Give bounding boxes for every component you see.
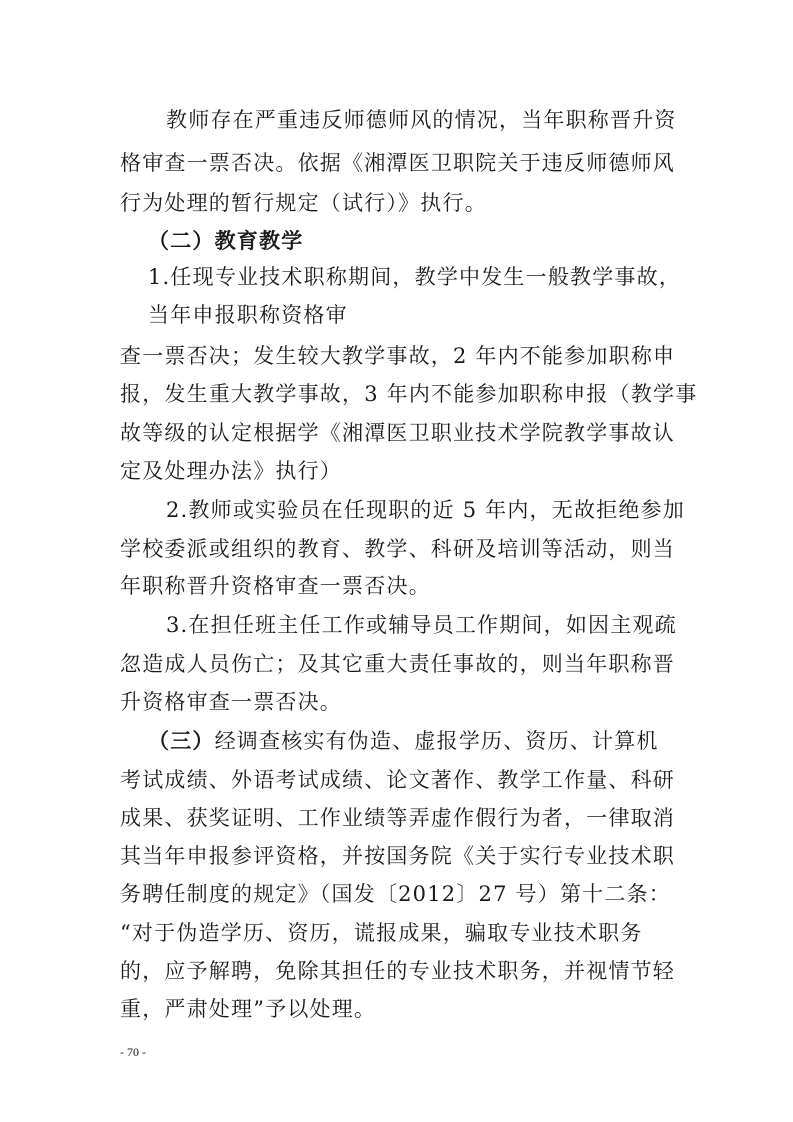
paragraph-line: 忽造成人员伤亡；及其它重大责任事故的，则当年职称晋: [120, 652, 675, 676]
paragraph-line: 年职称晋升资格审查一票否决。: [120, 574, 431, 598]
paragraph-line: 1.任现专业技术职称期间，教学中发生一般教学事故，: [148, 265, 682, 289]
section-heading: （二）教育教学: [148, 229, 304, 253]
paragraph-line: 格审查一票否决。依据《湘潭医卫职院关于违反师德师风: [120, 151, 675, 175]
paragraph-line: 2.教师或实验员在任现职的近 5 年内，无故拒绝参加: [166, 498, 685, 522]
paragraph-line-section3: [148, 728, 659, 754]
section-text: 经调查核实有伪造、虚报学历、资历、计算机: [214, 729, 659, 753]
paragraph-line: 行为处理的暂行规定（试行）》执行。: [120, 191, 487, 215]
paragraph-line: 成果、获奖证明、工作业绩等弄虚作假行为者，一律取消: [120, 806, 675, 830]
paragraph-line: 考试成绩、外语考试成绩、论文著作、教学工作量、科研: [120, 768, 675, 792]
paragraph-line: 报，发生重大教学事故，3 年内不能参加职称申报（教学事: [120, 382, 698, 406]
paragraph-line: 重，严肃处理”予以处理。: [120, 997, 377, 1021]
paragraph-line: 3.在担任班主任工作或辅导员工作期间，如因主观疏: [166, 613, 677, 637]
paragraph-line: 当年申报职称资格审: [148, 303, 348, 327]
paragraph-line: 其当年申报参评资格，并按国务院《关于实行专业技术职: [120, 844, 675, 868]
paragraph-line: 务聘任制度的规定》（国发〔2012〕27 号）第十二条：: [120, 882, 671, 906]
paragraph-line: 的，应予解聘，免除其担任的专业技术职务，并视情节轻: [120, 959, 675, 983]
paragraph-line: 故等级的认定根据学《湘潭医卫职业技术学院教学事故认: [120, 421, 675, 445]
section-label: （三）: [148, 729, 215, 753]
paragraph-line: 定及处理办法》执行）: [120, 459, 342, 483]
paragraph-line: 升资格审查一票否决。: [120, 690, 342, 714]
paragraph-line: 查一票否决；发生较大教学事故，2 年内不能参加职称申: [120, 344, 676, 368]
page-number: - 70 -: [120, 1045, 146, 1059]
paragraph-line: “对于伪造学历、资历，谎报成果，骗取专业技术职务: [120, 921, 643, 945]
paragraph-line: 学校委派或组织的教育、教学、科研及培训等活动，则当: [120, 537, 675, 561]
paragraph-line: 教师存在严重违反师德师风的情况，当年职称晋升资: [166, 108, 677, 132]
